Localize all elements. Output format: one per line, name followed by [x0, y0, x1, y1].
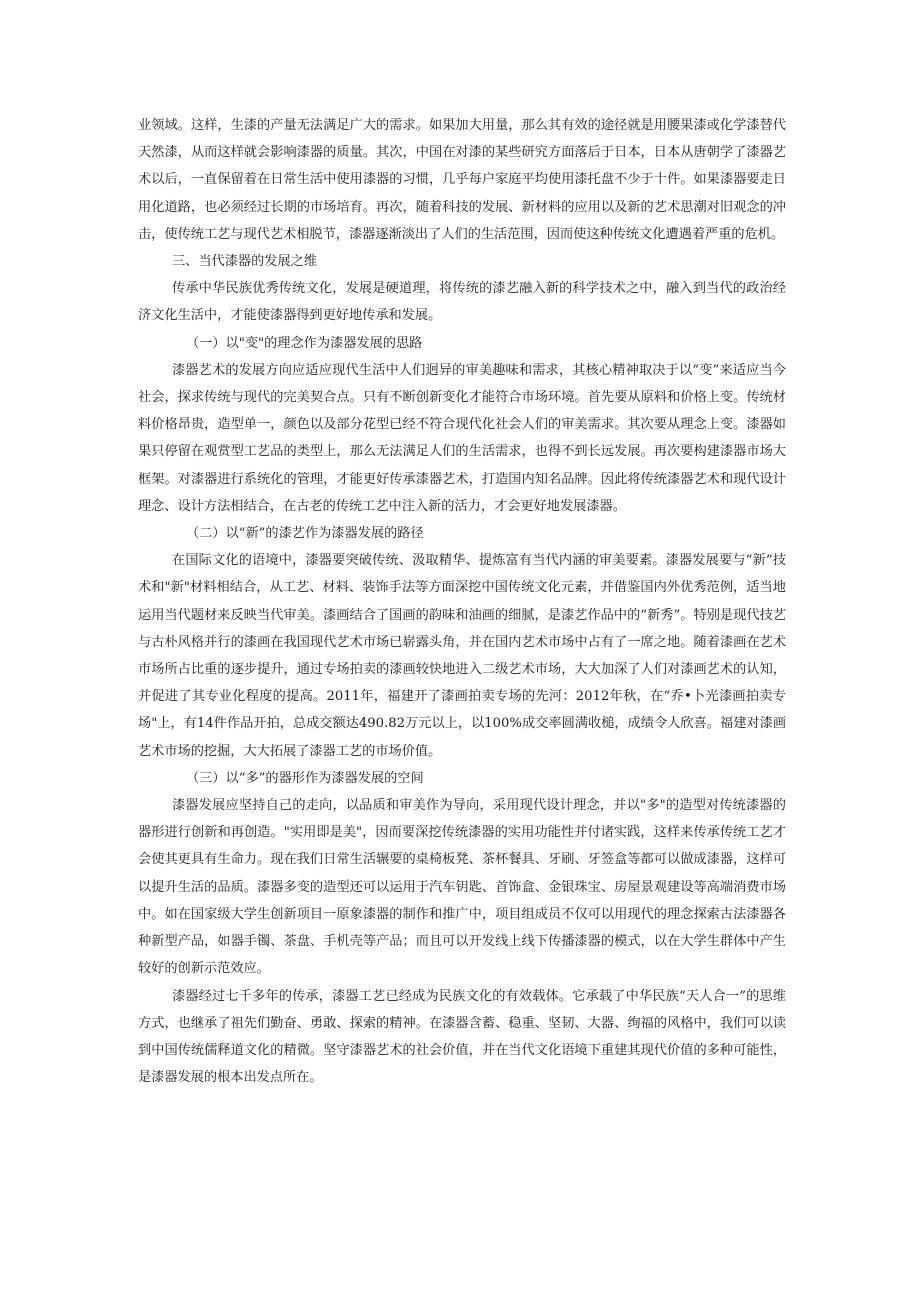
paragraph-change: 漆器艺术的发展方向应适应现代生活中人们迥异的审美趣味和需求，其核心精神取决于以“变”来适应当今社会，探求传统与现代的完美契合点。只有不断创新变化才能符合市场环境。首先要从原料和价格上变。传统材料价格昂贵，造型单一，颜色以及部分花型已经不符合现代化社会人们的审美需求。其次要从理念上变。漆器如果只停留在观赏型工艺品的类型上，那么无法满足人们的生活需求，也得不到长远发展。再次要构建漆器市场大框架。对漆器进行系统化的管理，才能更好传承漆器艺术，打造国内知名品牌。因此将传统漆器艺术和现代设计理念、设计方法相结合，在古老的传统工艺中注入新的活力，才会更好地发展漆器。 — [138, 362, 786, 514]
document-body — [138, 112, 786, 1091]
section-heading: 三、当代漆器的发展之维 — [172, 254, 318, 270]
paragraph-intro: 传承中华民族优秀传统文化，发展是硬道理，将传统的漆艺融入新的科学技术之中，融入到当代的政治经济文化生活中，才能使漆器得到更好地传承和发展。 — [138, 281, 786, 324]
paragraph-form: 漆器发展应坚持自己的走向，以品质和审美作为导向，采用现代设计理念，并以"多"的造型对传统漆器的器形进行创新和再创造。"实用即是美"，因而要深挖传统漆器的实用功能性并付诸实践，这样来传承传统工艺才会使其更具有生命力。现在我们日常生活辗要的桌椅板凳、茶杯餐具、牙刷、牙签盒等都可以做成漆器，这样可以提升生活的品质。漆器多变的造型还可以运用于汽车钥匙、首饰盒、金银珠宝、房屋景观建设等高端消费市场中。如在国家级大学生创新项目一原象漆器的制作和推广中，项目组成员不仅可以用现代的理念探索古法漆器各种新型产品，如器手镯、茶盘、手机壳等产品；而且可以开发线上线下传播漆器的模式，以在大学生群体中产生较好的创新示范效应。 — [138, 798, 786, 977]
paragraph-conclusion: 漆器经过七千多年的传承，漆器工艺已经成为民族文化的有效载体。它承载了中华民族“天人合一”的思维方式，也继承了祖先们勤奋、勇敢、探索的精神。在漆器含蓄、稳重、坚韧、大器、绚福的风格中，我们可以读到中国传统儒释道文化的精微。坚守漆器艺术的社会价值，并在当代文化语境下重建其现代价值的多种可能性，是漆器发展的根本出发点所在。 — [138, 988, 786, 1086]
subsection-heading-3: （三）以“多”的器形作为漆器发展的空间 — [186, 770, 424, 786]
paragraph-new: 在国际文化的语境中，漆器要突破传统、汲取精华、提炼富有当代内涵的审美要素。漆器发展要与“新”技术和"新"材料相结合，从工艺、材料、装饰手法等方面深挖中国传统文化元素，并借鉴国内外优秀范例，适当地运用当代题材来反映当代审美。漆画结合了国画的韵味和油画的细腻，是漆艺作品中的“新秀”。特别是现代技艺与古朴风格并行的漆画在我国现代艺术市场已崭露头角，并在国内艺术市场中占有了一席之地。随着漆画在艺术市场所占比重的逐步提升，通过专场拍卖的漆画较快地进入二级艺术市场，大大加深了人们对漆画艺术的认知，并促进了其专业化程度的提高。2011年，福建开了漆画拍卖专场的先河：2012年秋，在“乔•卜光漆画拍卖专场"上，有14件作品开拍，总成交额达490.82万元以上，以100%成交率圆满收槌，成绩令人欣喜。福建对漆画艺术市场的挖掘，大大拓展了漆器工艺的市场价值。 — [138, 553, 786, 759]
paragraph-continuation: 业领域。这样，生漆的产量无法满足广大的需求。如果加大用量，那么其有效的途径就是用腰果漆或化学漆替代天然漆，从而这样就会影响漆器的质量。其次，中国在对漆的某些研究方面落后于日本，日本从唐朝学了漆器艺术以后，一直保留着在日常生活中使用漆器的习惯，几乎每户家庭平均使用漆托盘不少于十件。如果漆器要走日用化道路，也必须经过长期的市场培育。再次，随着科技的发展、新材料的应用以及新的艺术思潮对旧观念的冲击，使传统工艺与现代艺术相脱节，漆器逐渐淡出了人们的生活范围，因而使这种传统文化遭遇着严重的危机。 — [138, 118, 786, 242]
subsection-heading-2: （二）以“新”的漆艺作为漆器发展的路径 — [186, 526, 424, 542]
subsection-heading-1: （一）以"变"的理念作为漆器发展的思路 — [186, 335, 423, 351]
